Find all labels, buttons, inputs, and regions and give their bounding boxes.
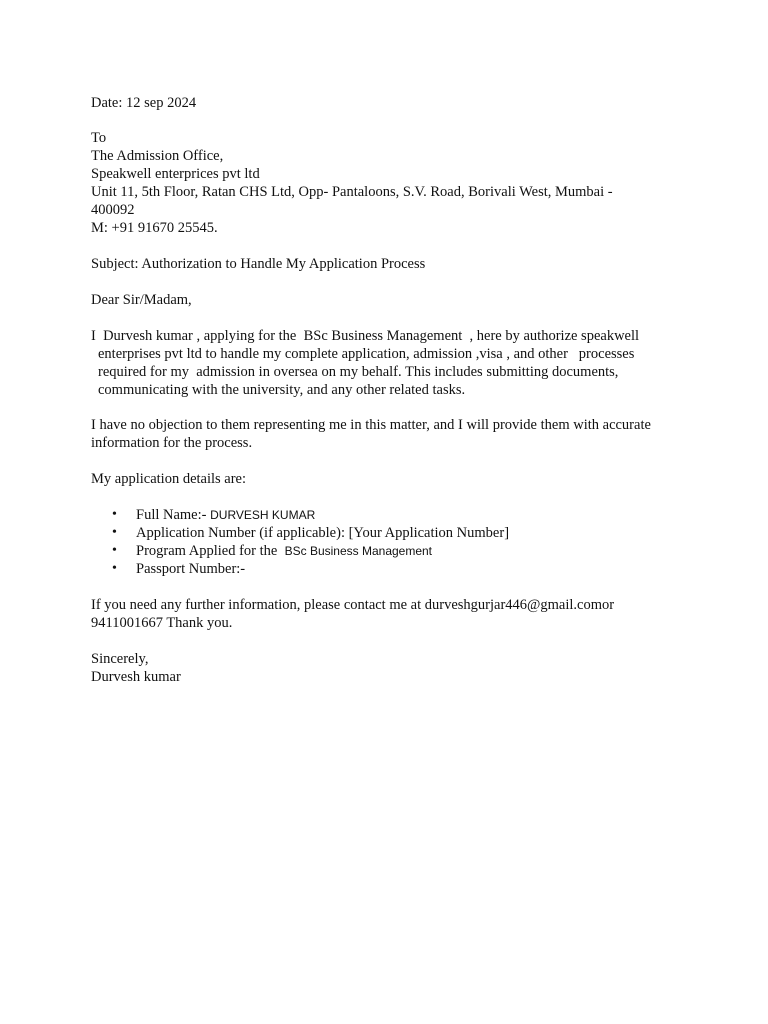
- recipient-phone: M: +91 91670 25545.: [91, 220, 218, 236]
- recipient-line-2: Speakwell enterprices pvt ltd: [91, 166, 260, 182]
- list-item-application-number: Application Number (if applicable): [Your Application Number]: [136, 525, 510, 541]
- program-label: Program Applied for the: [136, 543, 278, 559]
- list-item-full-name: [136, 506, 315, 524]
- paragraph-1-line-4: communicating with the university, and any other related tasks.: [98, 382, 466, 398]
- paragraph-1-line-3: required for my admission in oversea on my behalf. This includes submitting documents,: [98, 364, 619, 380]
- program-value: BSc Business Management: [284, 544, 433, 558]
- signature-name: Durvesh kumar: [91, 669, 181, 685]
- bullet-icon: •: [112, 507, 117, 522]
- salutation: Dear Sir/Madam,: [91, 292, 192, 308]
- contact-line-2: 9411001667 Thank you.: [91, 615, 233, 631]
- letter-subject: Subject: Authorization to Handle My Application Process: [91, 256, 426, 272]
- recipient-address: Unit 11, 5th Floor, Ratan CHS Ltd, Opp- Pantaloons, S.V. Road, Borivali West, Mumbai -: [91, 184, 613, 200]
- contact-line-1: If you need any further information, please contact me at durveshgurjar446@gmail.comor: [91, 597, 615, 613]
- recipient-line-1: The Admission Office,: [91, 148, 224, 164]
- paragraph-1-line-1: I Durvesh kumar , applying for the BSc Business Management , here by authorize speakwell: [91, 328, 640, 344]
- details-intro: My application details are:: [91, 471, 247, 487]
- bullet-icon: •: [112, 561, 117, 576]
- paragraph-1-line-2: enterprises pvt ltd to handle my complete application, admission ,visa , and other processes: [98, 346, 635, 362]
- list-item-program: [136, 542, 432, 560]
- paragraph-2-line-1: I have no objection to them representing me in this matter, and I will provide them with accurate: [91, 417, 651, 433]
- letter-date: Date: 12 sep 2024: [91, 95, 197, 111]
- bullet-icon: •: [112, 525, 117, 540]
- full-name-label: Full Name:-: [136, 507, 207, 523]
- full-name-value: DURVESH KUMAR: [210, 508, 316, 522]
- paragraph-2-line-2: information for the process.: [91, 435, 253, 451]
- bullet-icon: •: [112, 543, 117, 558]
- list-item-passport: Passport Number:-: [136, 561, 246, 577]
- recipient-postcode: 400092: [91, 202, 135, 218]
- to-label: To: [91, 130, 107, 146]
- closing: Sincerely,: [91, 651, 149, 667]
